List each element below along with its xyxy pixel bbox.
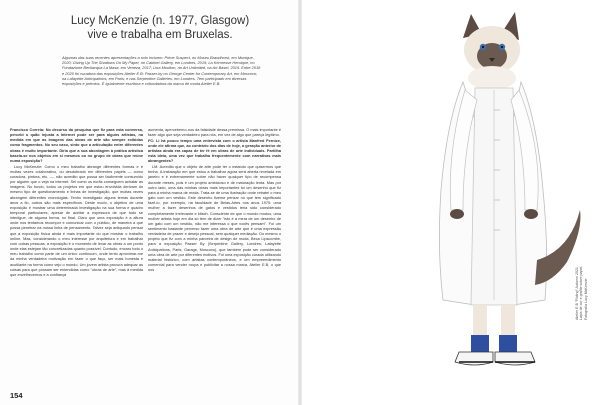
question-2-text: Li há pouco tempo uma entrevista com o artista Manfred Pernice, onde ele afirma que, ao contrário dos dias de hoje, a geração anterior de artistas ainda era capaz de ter fé em obras de arte individuais. Partilha esta ideia, uma vez que trabalha frequentemente com narrativas mais abrangentes? — [148, 138, 281, 164]
question-1-text: No decurso da pesquisa que fiz para esta conversa, percebi o quão injusta a internet pode ser para alguns artistas, na medida em que as imagens das obras de arte são sempre exibidas como fragmentos. No seu caso, sinto que a articulação entre diferentes obras é muito importante. Diria que a sua abordagem à prática artística baseia-se nos objetos em si mesmos ou no grupo de obras que reúne numa exposição? — [10, 128, 143, 163]
page-number: 154 — [10, 391, 23, 400]
answer-2: LM: Acredito que o objeto de arte pode ter o estatuto que quisermos que tenha. A instalação em que estou a trabalhar agora será aberta revelada em janeiro e é extremamente sobre não haver qualquer tipo de recompensa durante meses, pois é um projeto ambicioso e de maturação lenta. Mas por outro lado, uma das minhas obras mais importantes foi um desenho que fiz para a minha marca de moda. Trata-se de uma ilustração onde retratei o meu gato com um vestido. Este desenho fizeme pensar no que tem significado fazê-lo, por exemplo, na faculdade de Belas-Artes nos anos 1970: uma mulher a fazer desenhos de gatos e vestidos teria sido considerado completamente irrelevante e kitsch. Consciente de que o mundo mudou, uma mulher artista hoje em dia só tem de dizer "isto é a mera de um desenho de um gato com um vestido, não me interessa o que vocês pensam". Foi um sentimento bastante perverso fazer uma obra de arte que é uma expressão verdadeira de prazer e desejo pessoal, sem qualquer mediação. Ou mesmo o projeto que fiz com a minha parceira de design de moda, Beca Lipscombe, para a exposição Passer By (Serpentine Gallery, Londres; Lafayette Anticipations, Paris; Garage, Moscovo), que também pode ser considerado uma obra de arte por diferentes motivos. Foi uma exposição curada utilizando material histórico, com artistas contemporâneos, e um empreendimento comercial para vender roupa e publicitar a nossa marca, Atelier E.B, o que nos — [148, 165, 281, 273]
text-column-2 — [148, 128, 281, 274]
artist-bio-intro: Algumas das suas recentes apresentações a solo incluem: Prime Suspect, no Museu Brandhorst, em Munique, 2020; Giving Up The Shadows On My Paper, no Cabinet Gallery, em Londres, 2019; La Kermesse Heroique, no Fondazione Bevilacqua La Masa, em Veneza, 2017; Lina Moulton, no Art Unlimited, na Art Basel, 2016. Entre 2018 e 2020 foi curadora das exposições Atelier E.B: Passer-by no George Center for Contemporary Art, em Moscovo; na Lafayette Anticipations, em Paris; e nas Serpentine Galleries, em Londres. Tem participado em diversas exposições e prémios. É igualmente escritora e cofundadora da marca de moda Atelier E.B. — [62, 55, 261, 87]
caption-line-2: Lápis de cor e grafite sobre papel, — [579, 265, 584, 320]
text-column-1 — [10, 128, 143, 279]
answer-1: Lucy McKenzie: Como o meu trabalho abrange diferentes formas e é muitas vezes colaborativo, ou desdobrado em diferentes papéis — como curadora, pintora, etc. —, não acredito que possa ser facilmente consumido por alguém que o veja na internet. Sei como os ecrãs conseguem achatar as imagens. No fundo, todos os projetos em que estou envolvida derivam do mesmo tipo de questionamento e linhas de investigação, que muitas vezes abrangem diferentes cronologias. Tenho investigado alguns temas durante anos a fio, outros são mais específicos. Deste modo, o objetivo de uma exposição é mostrar uma determinada investigação na sua forma e quadro temporal particulares, apesar de aceitar a espessura de que tudo se interligue, de alguma forma, no final. Claro que uma exposição é a altura onde nos tentamos recompor e comunicar com o público, de maneira a que possa penetrar na nossa linha de pensamento. Talvez seja antiquado pensar que a exposição física ainda é mais importante do que mostrar o trabalho online. Mas, considerando o meu interesse por arquitetura e em trabalhar com outras pessoas, a exposição é o momento de levar as obras a um ponto onde elas estejam tão concretizadas quanto possível. Contudo, encaro todo o meu trabalho como parte de um único continuum, onde tento aproximar-me da minha verdadeira motivação em fazer o que faço, ser mais honesta e acutilante na forma como vejo o mundo. Um jovem artista procura adequar as coisas para que possam ser entendidas como "obras de arte", mas à medida que envelhecemos e a confiança — [10, 164, 143, 277]
caption-line-1: Atelier E.B "Riding" Autumn 2021, — [575, 266, 579, 320]
answer-1-continued: aumenta, apercebemo-nos da falsidade dessa premissa. O mais importante é fazer algo que seja verdadeiro para nós, em vez de algo que pareça legítimo. — [148, 128, 281, 138]
illustration-caption — [575, 265, 588, 320]
question-1 — [10, 128, 143, 164]
article-title-line-2: vive e trabalha em Bruxelas. — [87, 29, 233, 41]
caption-line-3: Fotografia Lucy McKenzie — [583, 278, 588, 320]
question-2 — [148, 139, 281, 165]
question-2-label: FC: — [148, 138, 155, 143]
question-1-label: Francisco Correia: — [10, 128, 45, 132]
book-gutter — [298, 0, 302, 405]
article-title-line-1: Lucy McKenzie (n. 1977, Glasgow) — [70, 15, 250, 27]
cat-in-coat-illustration — [355, 0, 590, 390]
article-title — [60, 14, 260, 42]
